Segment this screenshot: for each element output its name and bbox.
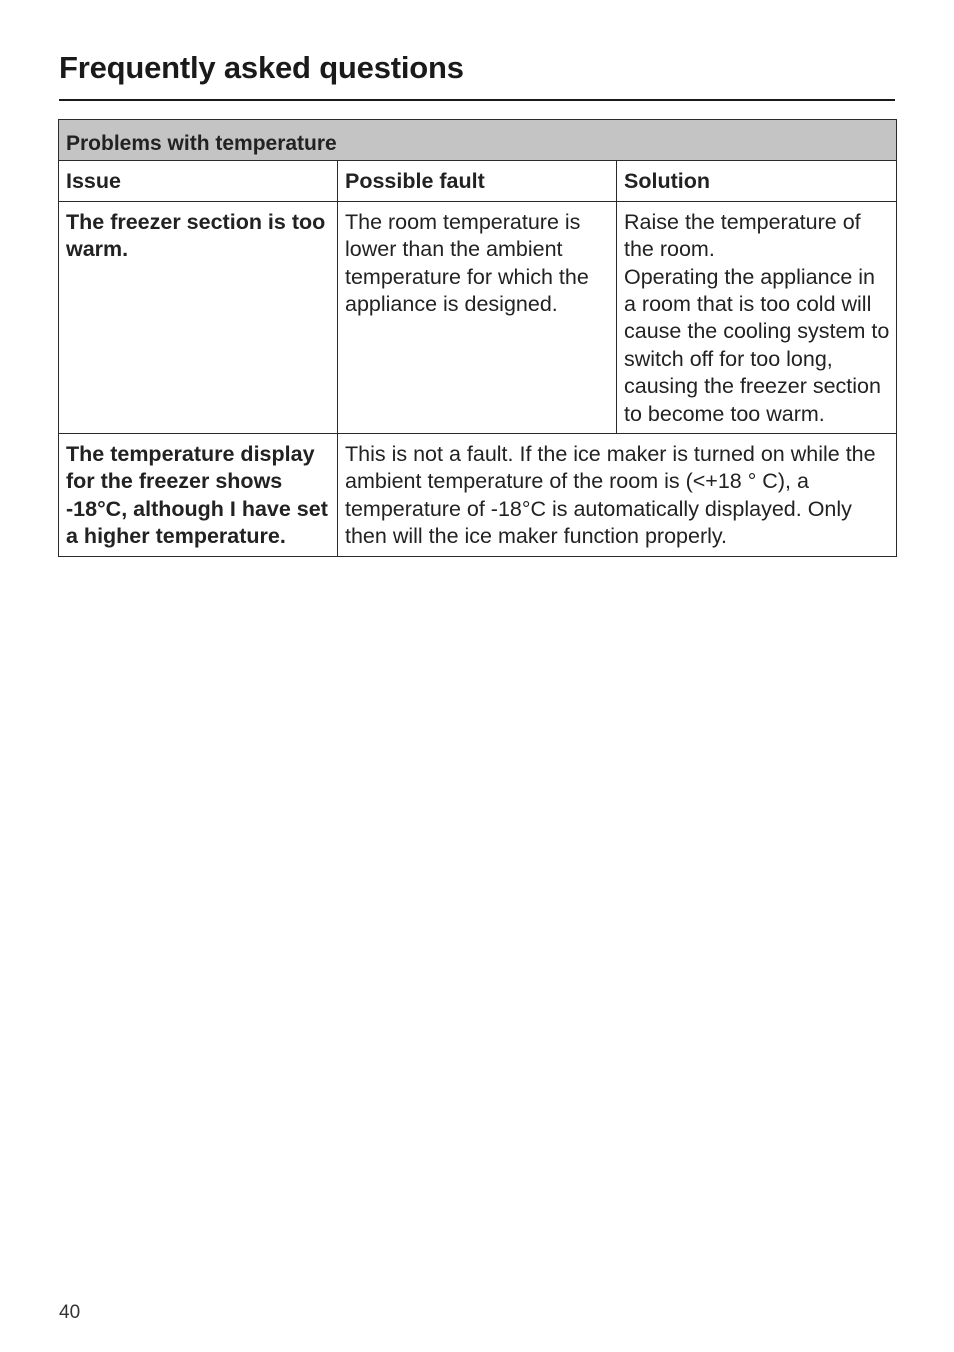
issue-cell: The freezer section is too warm.: [59, 201, 338, 433]
solution-line: Operating the appliance in a room that is too cold will cause the cooling system to switch off for too long, causing the freezer section to become too warm.: [624, 264, 890, 426]
column-header-issue: Issue: [59, 161, 338, 201]
solution-cell: [617, 201, 897, 433]
column-header-solution: Solution: [617, 161, 897, 201]
possible-fault-cell: The room temperature is lower than the ambient temperature for which the appliance is designed.: [338, 201, 617, 433]
title-divider: [59, 99, 895, 101]
table-row: [59, 434, 897, 557]
solution-line: Raise the temperature of the room.: [624, 209, 861, 262]
faq-table: [58, 119, 897, 557]
column-header-possible-fault: Possible fault: [338, 161, 617, 201]
issue-cell: The temperature display for the freezer shows -18°C, although I have set a higher temperature.: [59, 434, 338, 557]
section-title: Problems with temperature: [59, 120, 897, 161]
page-number: 40: [59, 1302, 81, 1323]
fault-solution-cell: This is not a fault. If the ice maker is turned on while the ambient temperature of the room is (<+18 ° C), a temperature of -18°C is automatically displayed. Only then will the ice maker function properly.: [338, 434, 897, 557]
section-header-row: [59, 120, 897, 161]
column-header-row: [59, 161, 897, 201]
page-title: Frequently asked questions: [59, 50, 464, 85]
table-row: [59, 201, 897, 433]
